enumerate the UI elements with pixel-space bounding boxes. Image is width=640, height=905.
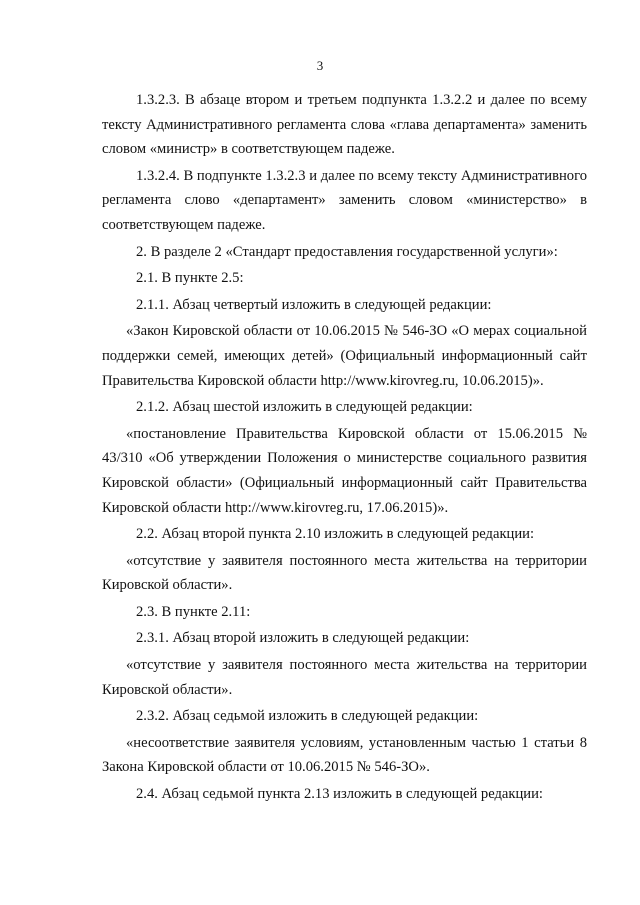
document-body [102,88,587,809]
quote-resolution-43-310: «постановление Правительства Кировской области от 15.06.2015 № 43/310 «Об утверждении Положения о министерстве социального развития Кировской области» (Официальный информационный сайт Правительства Кировской области http://www.kirovreg.ru, 17.06.2015)». [102,425,587,516]
paragraph-1-3-2-4: 1.3.2.4. В подпункте 1.3.2.3 и далее по всему тексту Административного регламента слово «департамент» заменить словом «министерство» в соответствующем падеже. [102,167,587,233]
paragraph-2-3-2: 2.3.2. Абзац седьмой изложить в следующей редакции: [136,708,479,725]
section-2-heading: 2. В разделе 2 «Стандарт предоставления государственной услуги»: [136,243,558,260]
paragraph-2-1-2: 2.1.2. Абзац шестой изложить в следующей редакции: [136,399,473,416]
page-number: 3 [316,58,324,73]
quote-residence-2-11: «отсутствие у заявителя постоянного места жительства на территории Кировской области». [102,657,587,698]
paragraph-2-2: 2.2. Абзац второй пункта 2.10 изложить в следующей редакции: [136,526,535,543]
quote-residence-2-10: «отсутствие у заявителя постоянного места жительства на территории Кировской области». [102,552,587,594]
paragraph-1-3-2-3: 1.3.2.3. В абзаце втором и третьем подпункта 1.3.2.2 и далее по всему тексту Административного регламента слова «глава департамента» заменить словом «министр» в соответствующем падеже. [102,92,587,158]
paragraph-2-1-1: 2.1.1. Абзац четвертый изложить в следующей редакции: [136,296,492,313]
paragraph-2-1: 2.1. В пункте 2.5: [136,270,244,287]
paragraph-2-4: 2.4. Абзац седьмой пункта 2.13 изложить в следующей редакции: [136,786,543,803]
paragraph-2-3-1: 2.3.1. Абзац второй изложить в следующей редакции: [136,630,470,647]
quote-conditions-article-8: «несоответствие заявителя условиям, установленным частью 1 статьи 8 Закона Кировской области от 10.06.2015 № 546-ЗО». [102,734,587,776]
paragraph-2-3: 2.3. В пункте 2.11: [136,603,251,620]
quote-law-546: «Закон Кировской области от 10.06.2015 № 546-ЗО «О мерах социальной поддержки семей, имеющих детей» (Официальный информационный сайт Правительства Кировской области http://www.kirovreg.ru, 10.06.2015)». [102,323,587,389]
